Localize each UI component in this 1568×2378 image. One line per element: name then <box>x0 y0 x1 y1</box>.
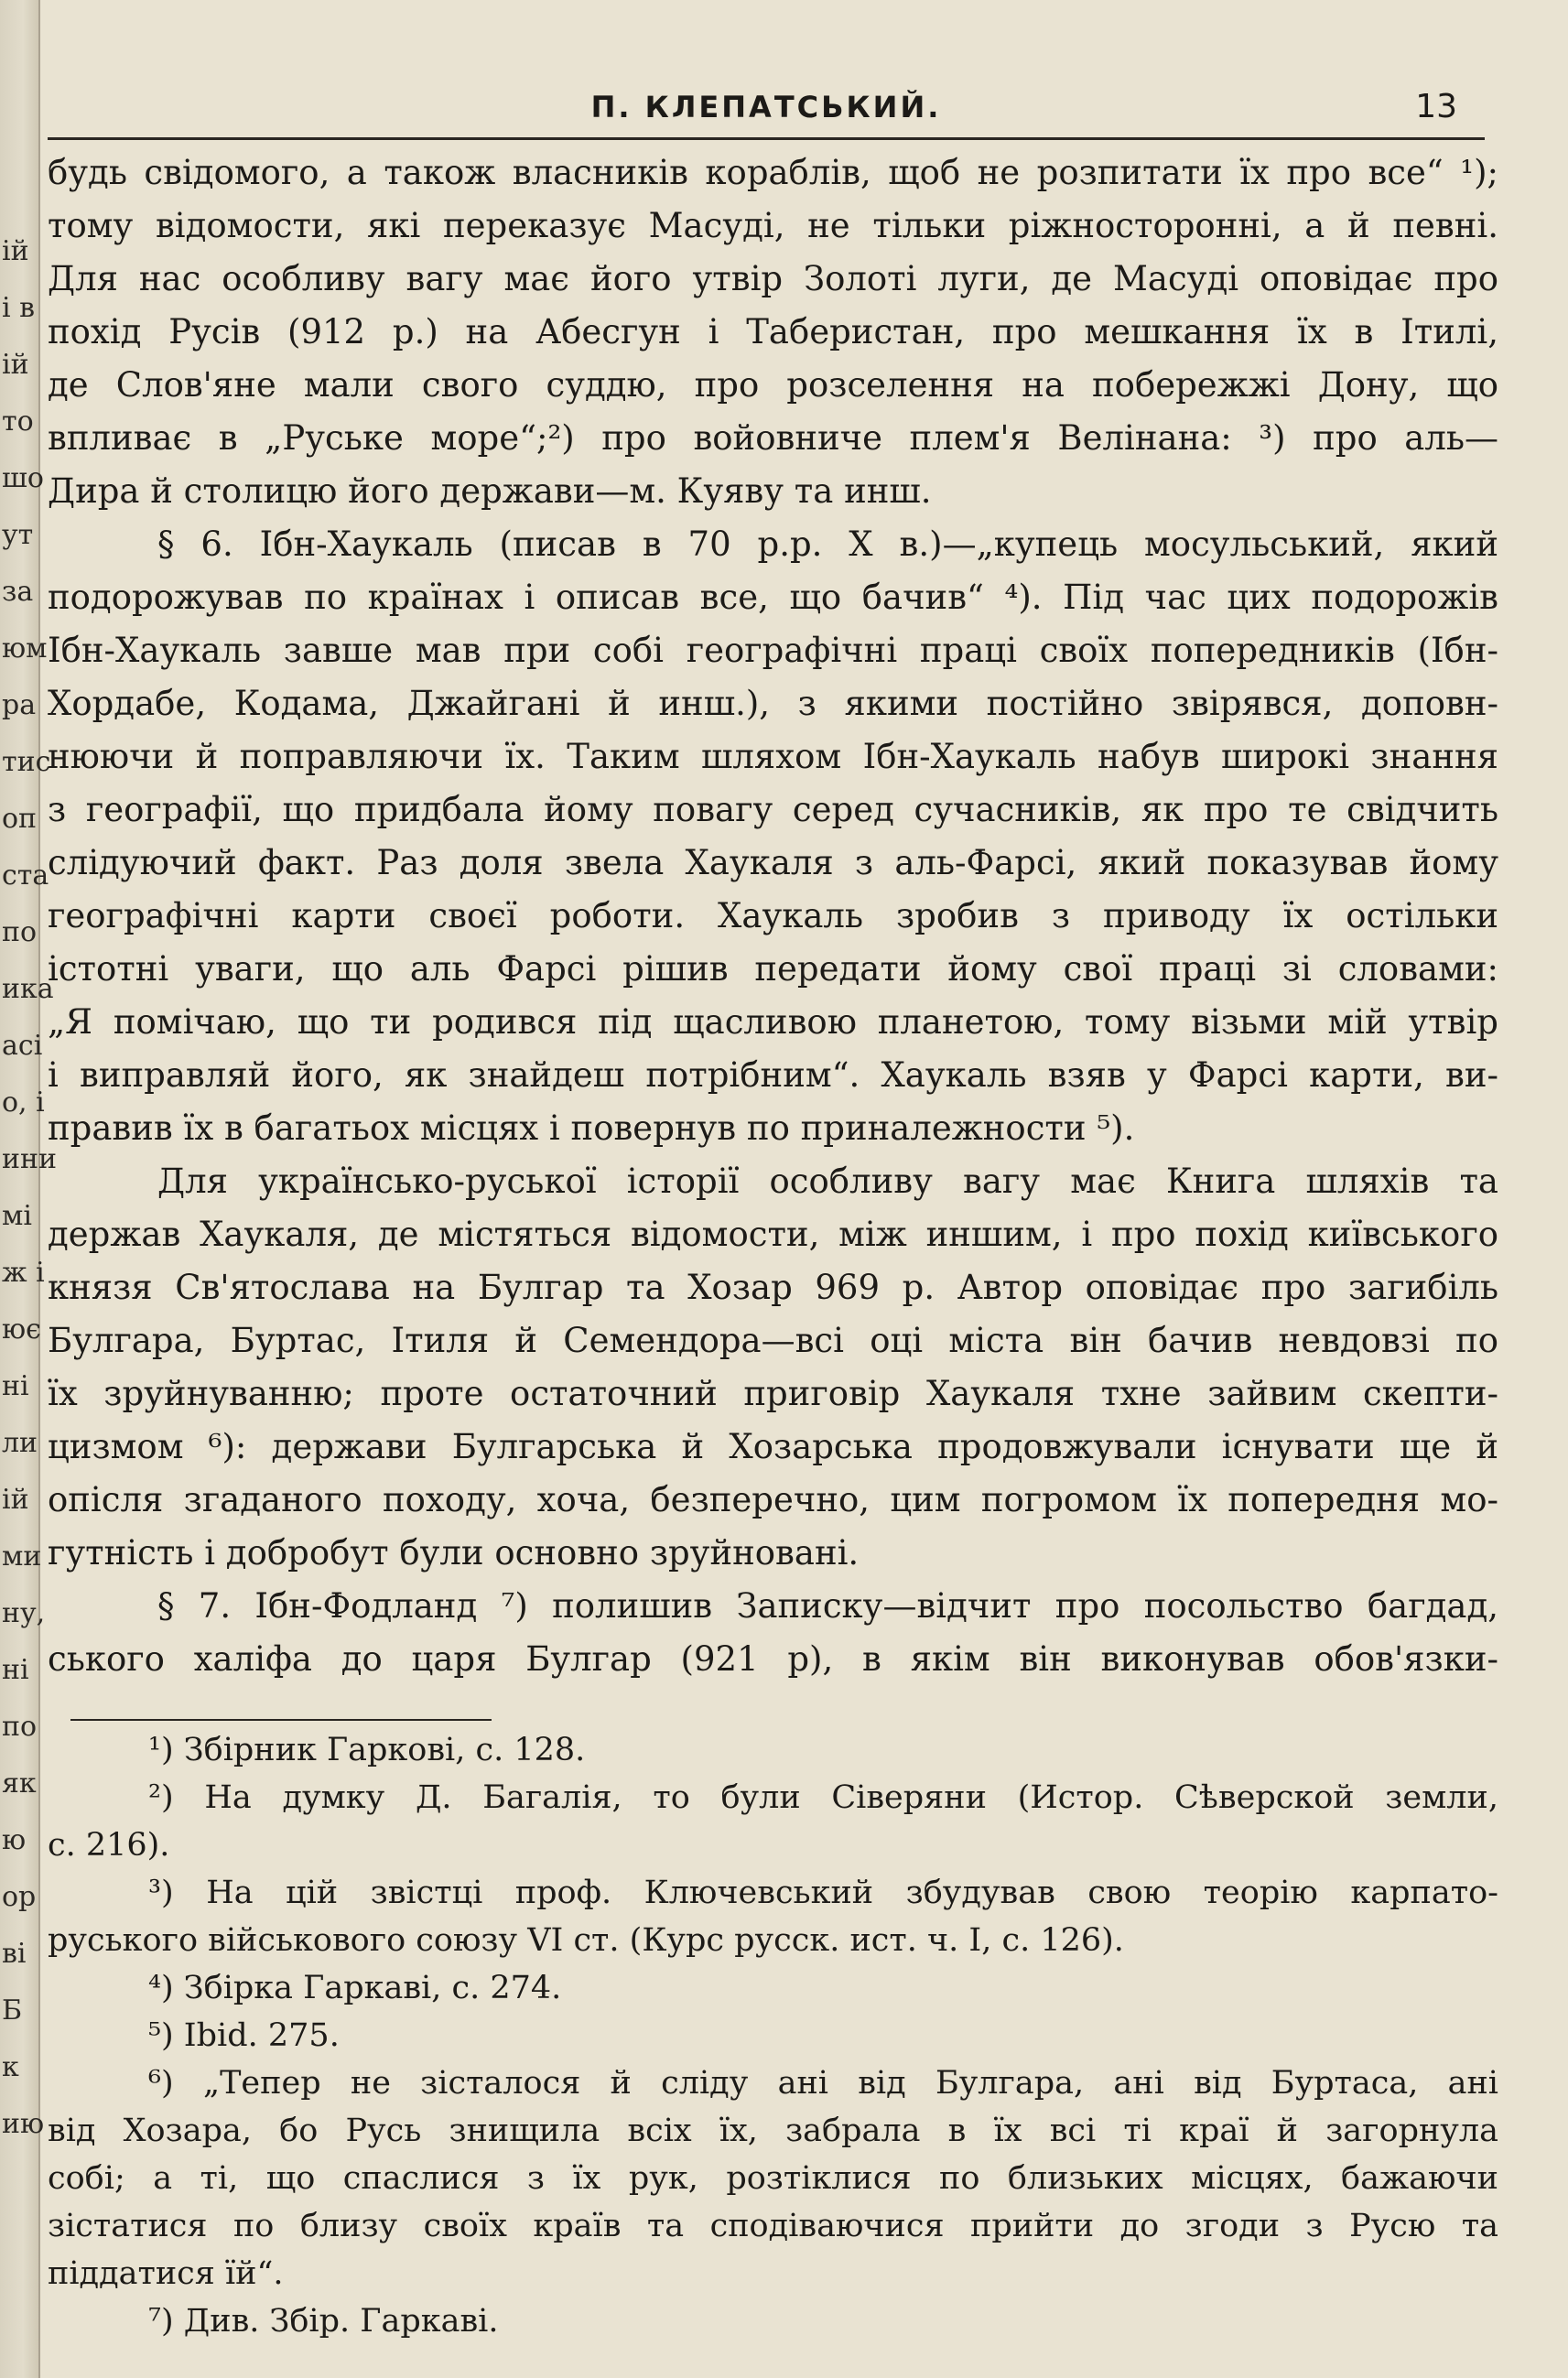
margin-fragment: і в <box>2 292 36 324</box>
margin-fragment: юм <box>2 632 48 665</box>
text-line: держав Хаукаля, де містяться відомости, між иншим, і про похід київського <box>48 1215 1498 1254</box>
text-line: „Я помічаю, що ти родився під щасливою планетою, тому візьми мій утвір <box>48 1002 1498 1042</box>
margin-fragment: ж і <box>2 1257 45 1289</box>
margin-fragment: ра <box>2 689 37 721</box>
text-line: їх зруйнуванню; проте остаточний приговір Хаукаля тхне зайвим скепти- <box>48 1374 1498 1413</box>
margin-fragment: оп <box>2 803 38 835</box>
text-line: цизмом ⁶): держави Булгарська й Хозарська продовжували існувати ще й <box>48 1427 1498 1466</box>
header-rule <box>48 137 1485 140</box>
margin-fragment: ини <box>2 1143 57 1175</box>
margin-fragment: асі <box>2 1030 43 1062</box>
margin-fragment: ли <box>2 1427 38 1459</box>
text-line: географічні карти своєї роботи. Хаукаль зробив з приводу їх остільки <box>48 896 1498 935</box>
text-line: Для нас особливу вагу має його утвір Золоті луги, де Масуді оповідає про <box>48 259 1498 298</box>
margin-fragment: ика <box>2 973 54 1005</box>
text-line: Дира й столицю його держави—м. Куяву та инш. <box>48 471 932 511</box>
text-line: будь свідомого, а також власників кораблів, щоб не розпитати їх про все“ ¹); <box>48 153 1498 192</box>
main-text <box>48 146 1498 1686</box>
margin-fragment: ут <box>2 519 34 551</box>
page-number: 13 <box>1415 88 1457 125</box>
margin-fragment: ій <box>2 349 29 381</box>
footnote-line: ²) На думку Д. Багалія, то були Сіверяни (Истор. Сѣверской земли, <box>148 1779 1498 1816</box>
margin-fragment: ми <box>2 1540 42 1573</box>
text-line: слідуючий факт. Раз доля звела Хаукаля з аль-Фарсі, який показував йому <box>48 843 1498 882</box>
text-line: гутність і добробут були основно зруйновані. <box>48 1533 860 1573</box>
margin-fragment: мі <box>2 1200 32 1232</box>
text-line: Ібн-Хаукаль завше мав при собі географічні праці своїх попередників (Ібн- <box>48 631 1498 670</box>
text-line: нюючи й поправляючи їх. Таким шляхом Ібн-Хаукаль набув широкі знання <box>48 737 1498 776</box>
footnote-line: ³) На цій звістці проф. Ключевський збудував свою теорію карпато- <box>148 1875 1498 1911</box>
section-7-heading-line: § 7. Ібн-Фодланд ⁷) полишив Записку—відчит про посольство багдад, <box>157 1586 1498 1626</box>
text-line: князя Св'ятослава на Булгар та Хозар 969 р. Автор оповідає про загибіль <box>48 1268 1498 1307</box>
text-line: ського халіфа до царя Булгар (921 р), в якім він виконував обов'язки- <box>48 1639 1498 1679</box>
margin-fragment: о, і <box>2 1086 45 1119</box>
section-6-heading-line: § 6. Ібн-Хаукаль (писав в 70 р.р. Х в.)—„купець мосульський, який <box>157 524 1498 564</box>
text-line: похід Русів (912 р.) на Абесгун і Таберистан, про мешкання їх в Ітилі, <box>48 312 1498 351</box>
footnote-line: с. 216). <box>48 1827 170 1864</box>
margin-fragment: то <box>2 405 34 438</box>
margin-fragment: ста <box>2 859 49 892</box>
text-line: з географії, що придбала йому повагу серед сучасників, як про те свідчить <box>48 790 1498 829</box>
margin-fragment: за <box>2 576 34 608</box>
footnotes <box>48 1719 1498 2345</box>
footnote-line: піддатися їй“. <box>48 2255 284 2292</box>
margin-fragment: ор <box>2 1881 37 1913</box>
margin-fragment: к <box>2 2051 19 2083</box>
footnote-line: ¹) Збірник Гаркові, с. 128. <box>148 1732 586 1768</box>
margin-fragment: ні <box>2 1370 29 1402</box>
book-gutter <box>0 0 57 2378</box>
text-line: опісля згаданого походу, хоча, безперечно, цим погромом їх попередня мо- <box>48 1480 1498 1519</box>
footnote-line: собі; а ті, що спаслися з їх рук, розтіклися по близьких місцях, бажаючи <box>48 2160 1498 2197</box>
margin-fragment: ює <box>2 1313 41 1346</box>
footnote-line: ⁶) „Тепер не зісталося й сліду ані від Булгара, ані від Буртаса, ані <box>148 2065 1498 2102</box>
footnote-line: зістатися по близу своїх країв та сподіваючися прийти до згоди з Русю та <box>48 2208 1498 2244</box>
margin-fragment: Б <box>2 1994 23 2027</box>
margin-fragment: шо <box>2 462 44 494</box>
margin-fragment: як <box>2 1767 37 1800</box>
margin-fragment: ию <box>2 2108 45 2140</box>
footnote-line: ⁴) Збірка Гаркаві, с. 274. <box>148 1970 562 2006</box>
text-line: подорожував по країнах і описав все, що бачив“ ⁴). Під час цих подорожів <box>48 578 1498 617</box>
text-line: істотні уваги, що аль Фарсі рішив передати йому свої праці зі словами: <box>48 949 1498 989</box>
text-line: впливає в „Руське море“;²) про войовниче плем'я Велінана: ³) про аль— <box>48 418 1498 458</box>
footnote-line: ⁷) Див. Збір. Гаркаві. <box>148 2303 499 2340</box>
margin-fragment: ій <box>2 235 29 267</box>
footnote-line: ⁵) Ibid. 275. <box>148 2017 340 2054</box>
footnote-line: руського військового союзу VI ст. (Курс русск. ист. ч. I, с. 126). <box>48 1922 1124 1959</box>
text-line: де Слов'яне мали свого суддю, про розселення на побережжі Дону, що <box>48 365 1498 405</box>
text-line: Хордабе, Кодама, Джайгані й инш.), з якими постійно звірявся, доповн- <box>48 684 1498 723</box>
text-line: Булгара, Буртас, Ітиля й Семендора—всі оці міста він бачив невдовзі по <box>48 1321 1498 1360</box>
margin-fragment: ні <box>2 1654 29 1686</box>
margin-fragment: ю <box>2 1824 27 1856</box>
footnote-line: від Хозара, бо Русь знищила всіх їх, забрала в їх всі ті краї й загорнула <box>48 2113 1498 2149</box>
text-line: тому відомости, які переказує Масуді, не тільки ріжносторонні, а й певні. <box>48 206 1498 245</box>
margin-fragment: ві <box>2 1938 27 1970</box>
margin-fragment: ій <box>2 1484 29 1516</box>
text-line: і виправляй його, як знайдеш потрібним“. Хаукаль взяв у Фарсі карти, ви- <box>48 1055 1498 1095</box>
text-line: Для українсько-руської історії особливу вагу має Книга шляхів та <box>157 1162 1498 1201</box>
margin-fragment: тис <box>2 746 51 778</box>
page-header <box>48 82 1485 137</box>
text-line: правив їх в багатьох місцях і повернув по приналежности ⁵). <box>48 1108 1135 1148</box>
margin-fragment: ну, <box>2 1597 46 1629</box>
margin-fragment: по <box>2 916 38 948</box>
running-head: П. КЛЕПАТСЬКИЙ. <box>590 90 942 124</box>
footnote-rule <box>70 1719 492 1721</box>
margin-fragment: по <box>2 1711 38 1743</box>
